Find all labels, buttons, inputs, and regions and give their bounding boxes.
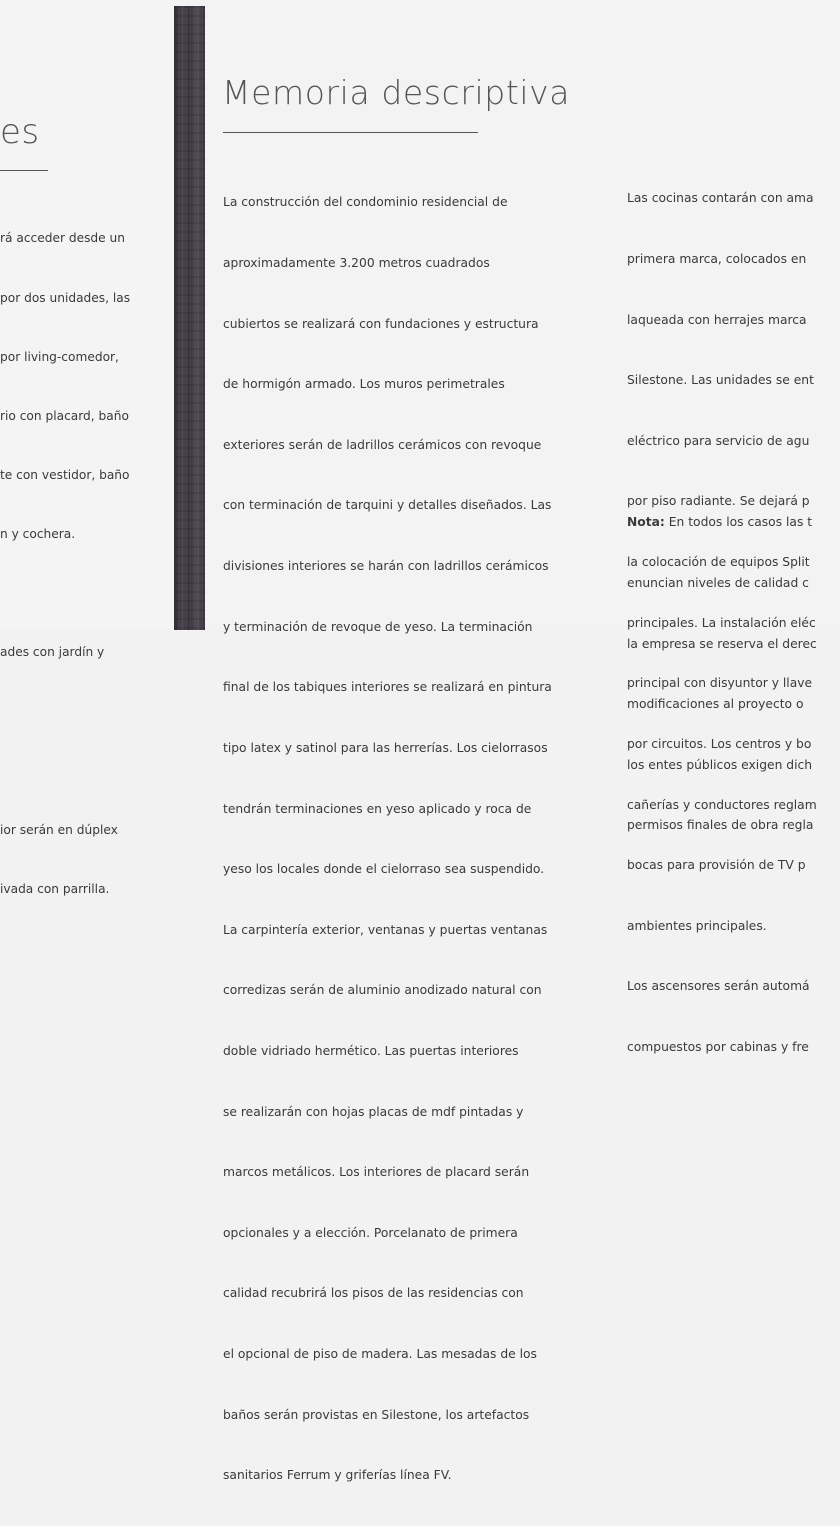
col2-line: Los ascensores serán automá (627, 979, 810, 994)
col1-line: La construcción del condominio residencial de (223, 195, 508, 210)
col1-line: calidad recubrirá los pisos de las residencias con (223, 1286, 524, 1301)
left-text-line: n y cochera. (0, 526, 76, 541)
col1-line: opcionales y a elección. Porcelanato de primera (223, 1225, 518, 1240)
note-line: permisos finales de obra regla (627, 818, 814, 833)
col2-line: ambientes principales. (627, 918, 767, 933)
note-block (627, 472, 840, 876)
left-text-line (0, 702, 174, 722)
left-text-line (0, 584, 174, 604)
col1-line: La carpintería exterior, ventanas y puertas ventanas (223, 922, 548, 937)
col2-line: cañerías y conductores reglam (627, 797, 817, 812)
col2-line: principal con disyuntor y llave (627, 676, 813, 691)
col1-line: con terminación de tarquini y detalles diseñados. Las (223, 498, 552, 513)
column-1-text (223, 152, 623, 1526)
left-text-line: ades con jardín y (0, 645, 105, 660)
note-line: enuncian niveles de calidad c (627, 576, 809, 591)
left-heading-rule (0, 170, 48, 171)
note-line: modificaciones al proyecto o (627, 697, 804, 712)
wood-texture-strip (174, 6, 205, 630)
col1-line: divisiones interiores se harán con ladrillos cerámicos (223, 559, 549, 574)
col1-line: y terminación de revoque de yeso. La terminación (223, 619, 533, 634)
note-first-line (627, 512, 840, 532)
left-text-line: te con vestidor, baño (0, 467, 130, 482)
col1-line: aproximadamente 3.200 metros cuadrados (223, 256, 490, 271)
col1-line: marcos metálicos. Los interiores de placard serán (223, 1165, 530, 1180)
col1-line: de hormigón armado. Los muros perimetrales (223, 377, 505, 392)
col2-line: bocas para provisión de TV p (627, 858, 806, 873)
note-first-text: En todos los casos las t (664, 515, 813, 530)
col1-line: final de los tabiques interiores se realizará en pintura (223, 680, 552, 695)
col1-line: tipo latex y satinol para las herrerías. Los cielorrasos (223, 740, 548, 755)
col2-line: principales. La instalación eléc (627, 615, 816, 630)
left-text-line: ior serán en dúplex (0, 822, 118, 837)
title-rule (223, 132, 478, 133)
col1-line: exteriores serán de ladrillos cerámicos con revoque (223, 437, 542, 452)
col1-line: se realizarán con hojas placas de mdf pintadas y (223, 1104, 524, 1119)
left-page-text (0, 190, 174, 939)
note-line: la empresa se reserva el derec (627, 636, 817, 651)
page-title: Memoria descriptiva (222, 73, 571, 112)
col2-line: por circuitos. Los centros y bo (627, 736, 812, 751)
col2-line: Silestone. Las unidades se ent (627, 373, 814, 388)
col1-line: cubiertos se realizará con fundaciones y estructura (223, 316, 539, 331)
left-text-line: ivada con parrilla. (0, 881, 110, 896)
col2-line: por piso radiante. Se dejará p (627, 494, 810, 509)
col1-line: yeso los locales donde el cielorraso sea suspendido. (223, 862, 545, 877)
left-text-line: rá acceder desde un (0, 231, 125, 246)
col2-line: eléctrico para servicio de agu (627, 433, 810, 448)
col2-line: primera marca, colocados en (627, 252, 807, 267)
col1-line: tendrán terminaciones en yeso aplicado y roca de (223, 801, 532, 816)
left-page (0, 0, 174, 896)
col2-line: laqueada con herrajes marca (627, 312, 807, 327)
note-label: Nota: (627, 515, 665, 530)
left-page-heading: es (0, 112, 40, 152)
col1-line: el opcional de piso de madera. Las mesadas de los (223, 1346, 537, 1361)
col1-line: corredizas serán de aluminio anodizado natural con (223, 983, 542, 998)
note-line: los entes públicos exigen dich (627, 757, 813, 772)
col2-line: la colocación de equipos Split (627, 555, 810, 570)
left-text-line: rio con placard, baño (0, 408, 129, 423)
col1-line: doble vidriado hermético. Las puertas interiores (223, 1043, 519, 1058)
col1-line: sanitarios Ferrum y griferías línea FV. (223, 1468, 452, 1483)
left-text-line: por dos unidades, las (0, 290, 131, 305)
main-page (205, 0, 840, 1483)
col2-line: compuestos por cabinas y fre (627, 1039, 809, 1054)
col2-line: Las cocinas contarán con ama (627, 191, 814, 206)
col1-line: baños serán provistas en Silestone, los artefactos (223, 1407, 530, 1422)
left-text-line (0, 761, 174, 781)
left-text-line: por living-comedor, (0, 349, 119, 364)
